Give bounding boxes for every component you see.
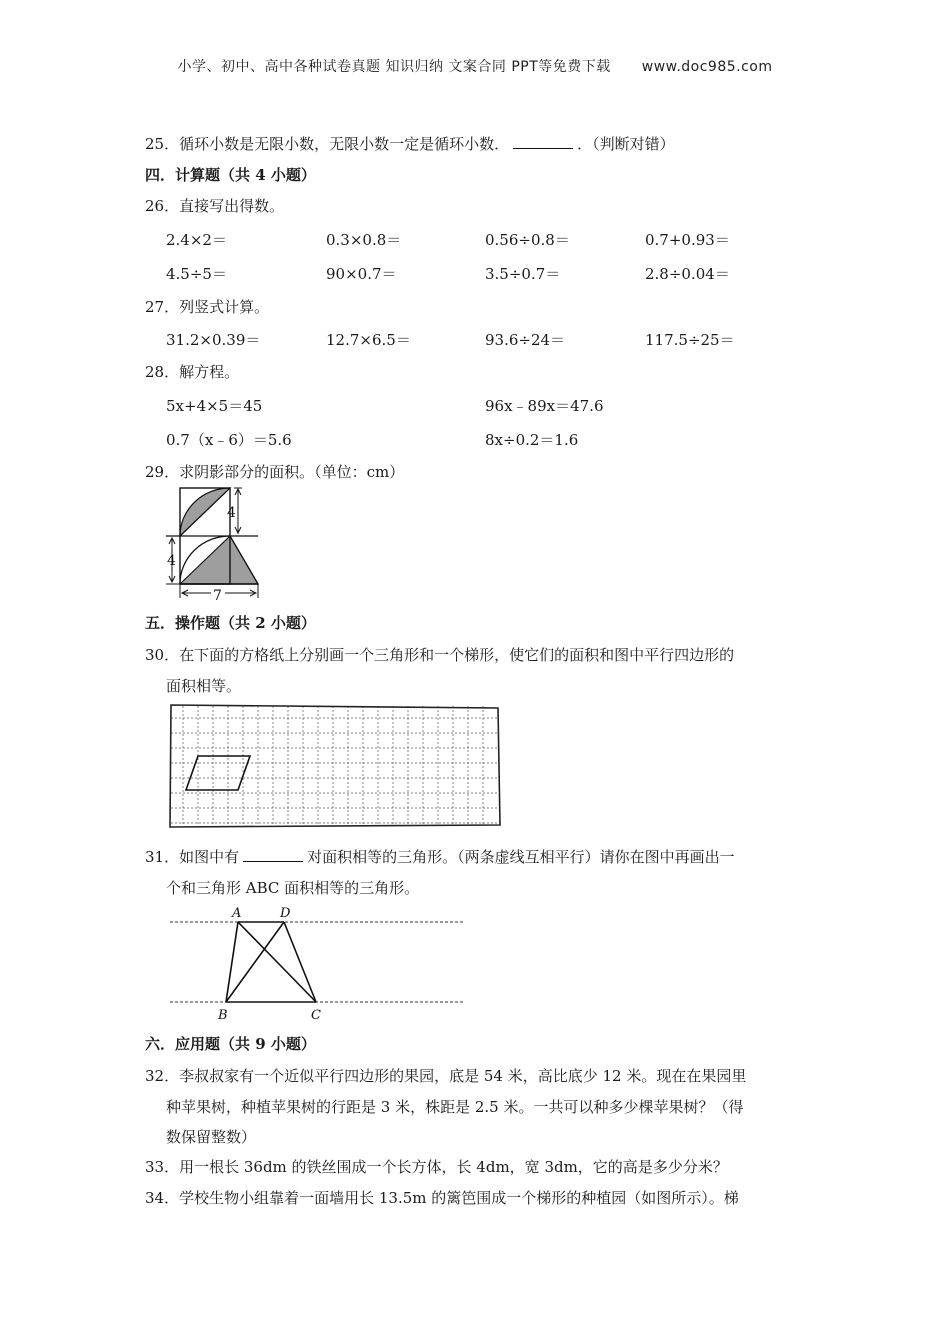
label-C: C <box>311 1008 321 1023</box>
section-5-title: 五．操作题（共 2 小题） <box>145 614 316 632</box>
section-6-title: 六．应用题（共 9 小题） <box>145 1035 316 1053</box>
q27-item: 93.6÷24＝ <box>485 331 566 349</box>
segment-AC <box>238 922 316 1002</box>
segment-DC <box>284 922 316 1002</box>
q31-line-2: 个和三角形 ABC 面积相等的三角形。 <box>166 879 420 897</box>
q27-title: 27．列竖式计算。 <box>145 298 270 316</box>
dimension-label-top: 4 <box>227 505 236 521</box>
q26-item: 2.8÷0.04＝ <box>645 265 730 283</box>
question-33: 33．用一根长 36dm 的铁丝围成一个长方体，长 4dm，宽 3dm，它的高是多少分米？ <box>145 1158 728 1176</box>
label-A: A <box>232 906 242 921</box>
shaded-area-figure <box>160 484 270 602</box>
answer-blank[interactable] <box>243 847 303 862</box>
grid-lines <box>171 706 499 826</box>
q26-item: 0.56÷0.8＝ <box>485 231 570 249</box>
q29-title: 29．求阴影部分的面积。（单位：cm） <box>145 463 405 481</box>
grid-border <box>170 705 500 827</box>
label-D: D <box>280 906 291 921</box>
question-31 <box>145 846 735 867</box>
grid-paper[interactable] <box>166 700 504 832</box>
section-4-title: 四．计算题（共 4 小题） <box>145 166 316 184</box>
q26-item: 4.5÷5＝ <box>166 265 227 283</box>
q27-item: 31.2×0.39＝ <box>166 331 261 349</box>
q30-line-1: 30．在下面的方格纸上分别画一个三角形和一个梯形，使它们的面积和图中平行四边形的 <box>145 646 735 664</box>
q28-equation: 5x+4×5＝45 <box>166 397 263 415</box>
header-text: 小学、初中、高中各种试卷真题 知识归纳 文案合同 PPT等免费下载 <box>177 59 611 75</box>
dimension-label-left: 4 <box>167 553 176 569</box>
answer-blank[interactable] <box>513 134 573 149</box>
q30-line-2: 面积相等。 <box>166 677 242 695</box>
q25-text: 25．循环小数是无限小数，无限小数一定是循环小数． <box>145 135 510 153</box>
question-25 <box>145 133 675 154</box>
q28-equation: 0.7（x﹣6）＝5.6 <box>166 431 292 449</box>
q28-equation: 96x﹣89x＝47.6 <box>485 397 604 415</box>
q26-item: 0.7+0.93＝ <box>645 231 730 249</box>
parallelogram <box>186 756 250 790</box>
segment-DB <box>226 922 284 1002</box>
q32-line-2: 种苹果树，种植苹果树的行距是 3 米，株距是 2.5 米。一共可以种多少棵苹果树？（得 <box>166 1098 744 1116</box>
q26-title: 26．直接写出得数。 <box>145 197 285 215</box>
q27-item: 12.7×6.5＝ <box>326 331 411 349</box>
q26-item: 3.5÷0.7＝ <box>485 265 561 283</box>
q31-text: 31．如图中有 <box>145 848 240 866</box>
q28-equation: 8x÷0.2＝1.6 <box>485 431 579 449</box>
q31-text-cont: 对面积相等的三角形。（两条虚线互相平行）请你在图中再画出一 <box>307 848 735 866</box>
q28-title: 28．解方程。 <box>145 363 240 381</box>
q27-item: 117.5÷25＝ <box>645 331 735 349</box>
segment-AB <box>226 922 238 1002</box>
question-34: 34．学校生物小组靠着一面墙用长 13.5m 的篱笆围成一个梯形的种植园（如图所示）。梯 <box>145 1189 739 1207</box>
label-B: B <box>218 1008 228 1023</box>
header-url[interactable]: www.doc985.com <box>641 59 773 75</box>
q26-item: 90×0.7＝ <box>326 265 397 283</box>
dimension-label-bottom: 7 <box>213 588 222 602</box>
q32-line-1: 32．李叔叔家有一个近似平行四边形的果园，底是 54 米，高比底少 12 米。现在在果园里 <box>145 1067 747 1085</box>
triangle-figure <box>166 900 466 1024</box>
q25-suffix: ．（判断对错） <box>577 135 675 153</box>
q26-item: 0.3×0.8＝ <box>326 231 402 249</box>
q26-item: 2.4×2＝ <box>166 231 227 249</box>
site-header <box>0 56 950 76</box>
q32-line-3: 数保留整数） <box>166 1128 257 1146</box>
